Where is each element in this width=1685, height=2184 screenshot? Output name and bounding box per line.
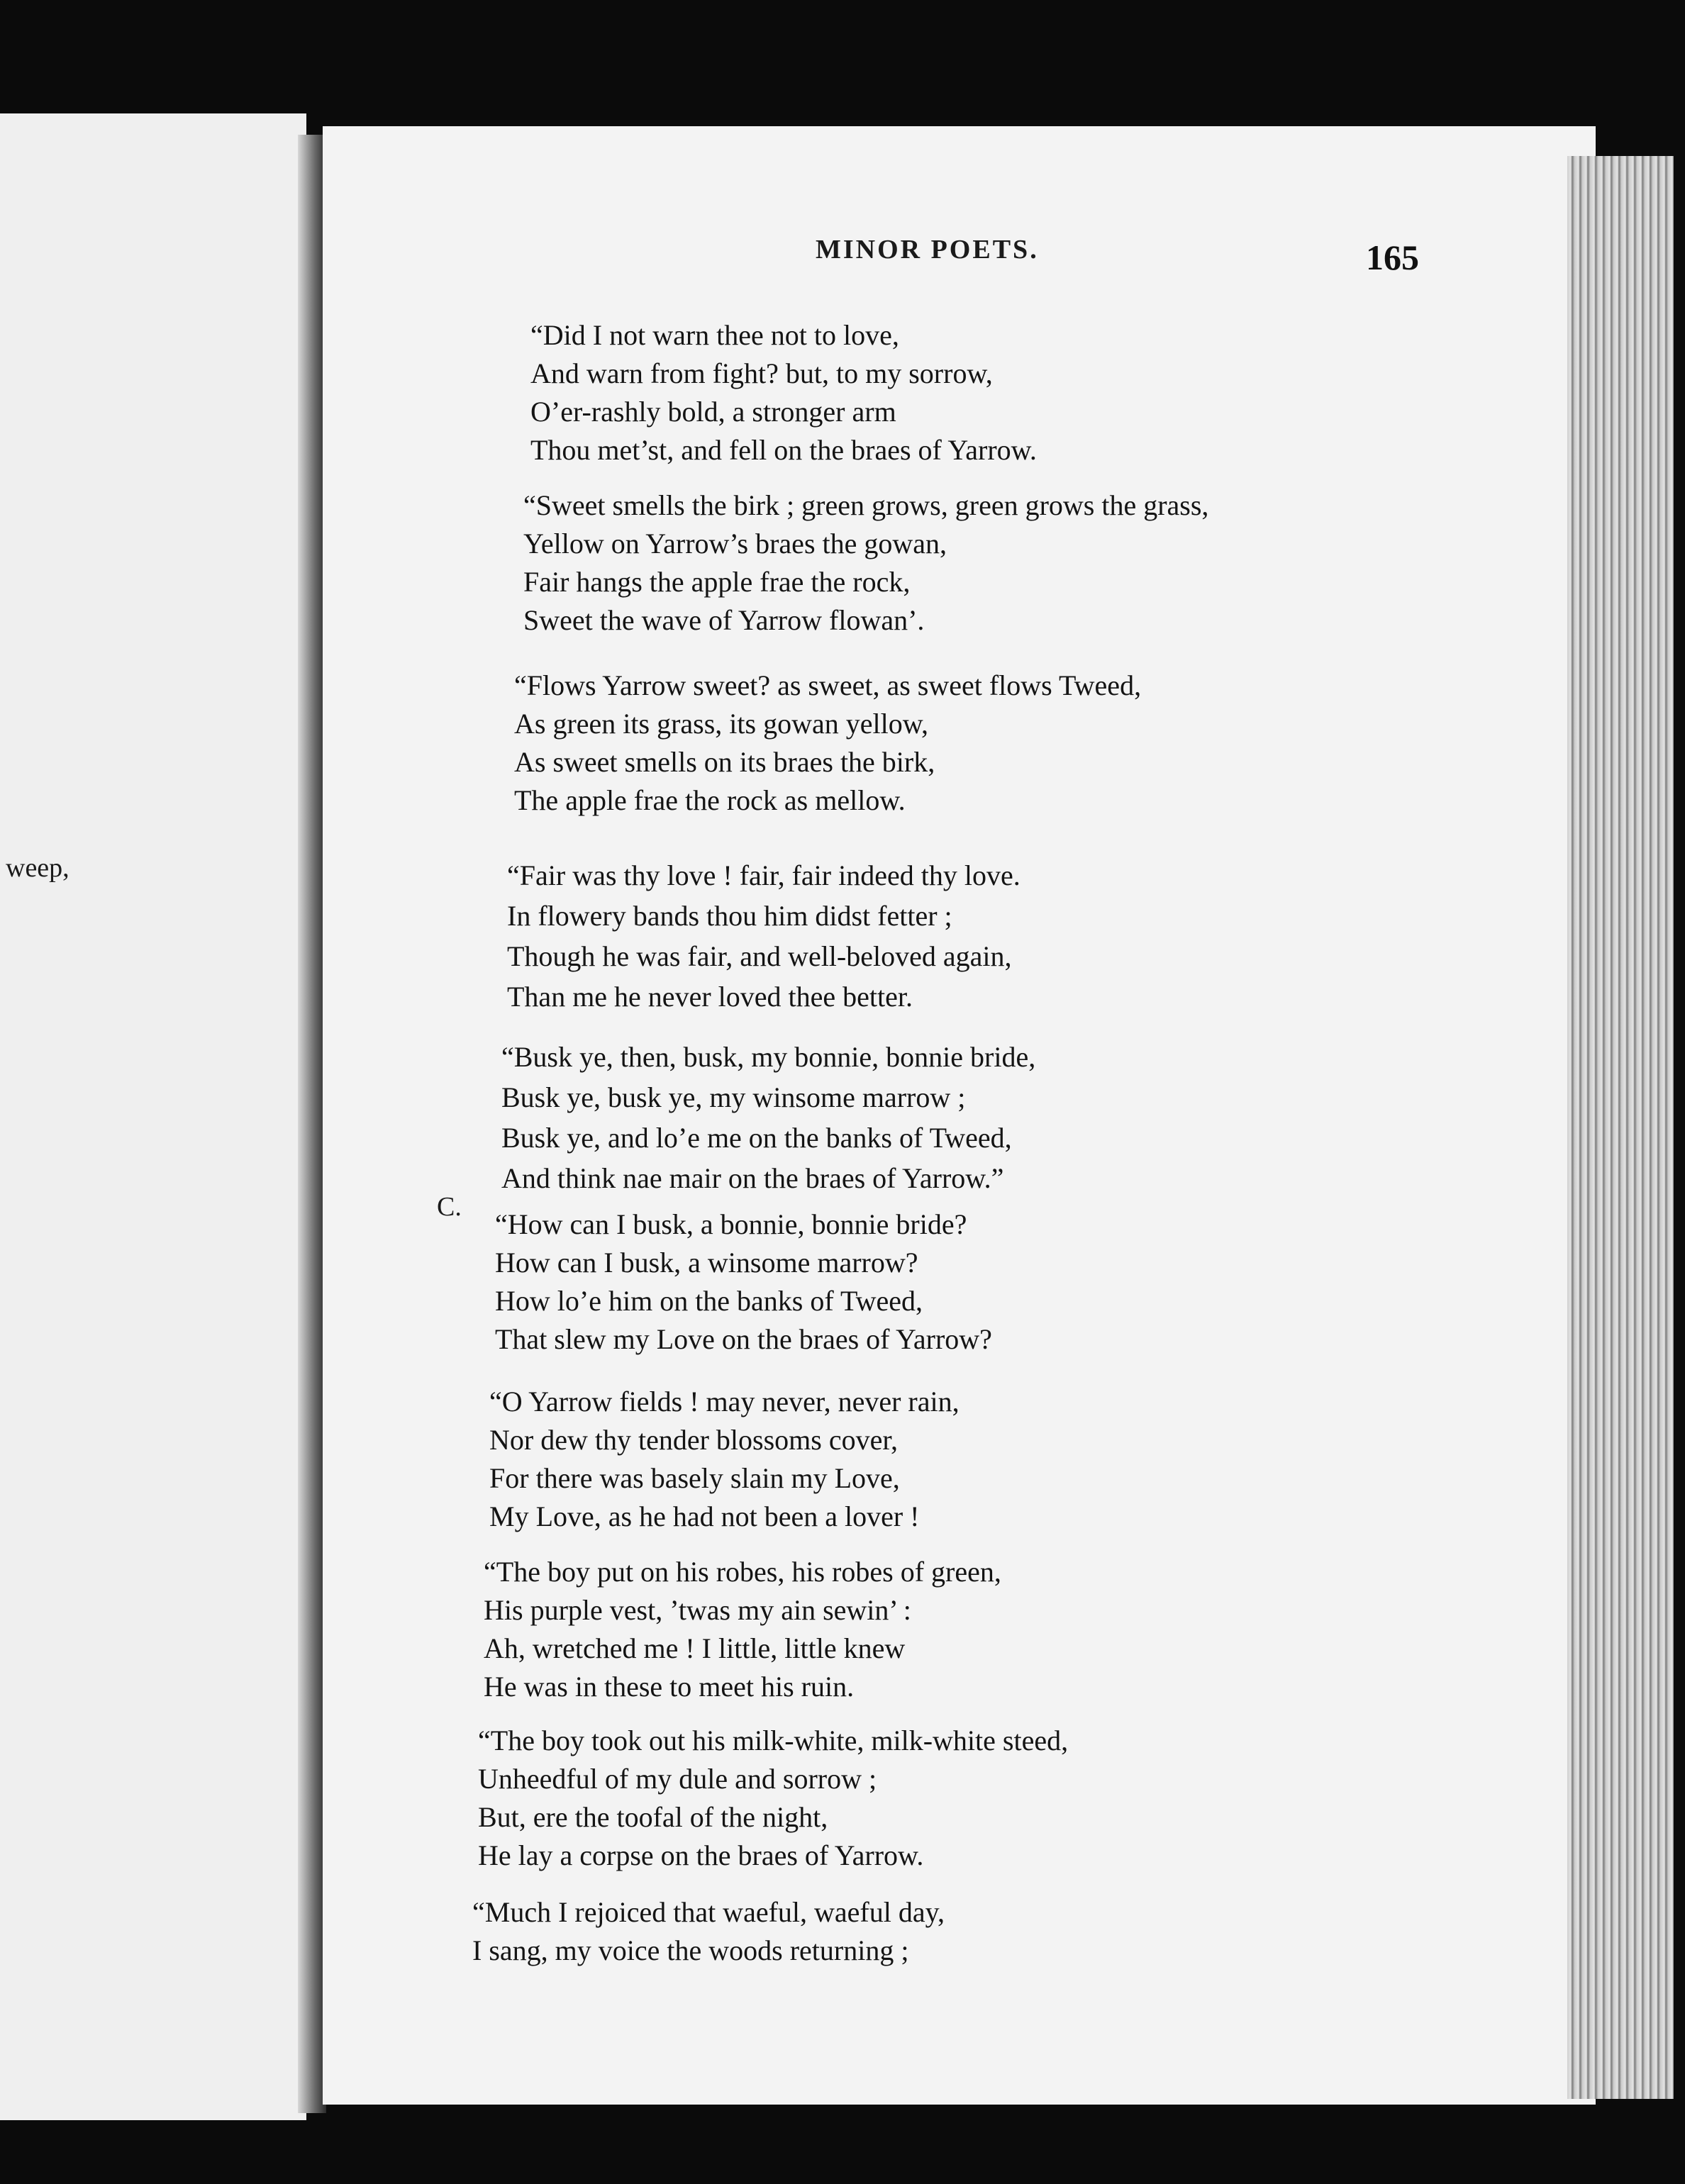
- verse-line: Yellow on Yarrow’s braes the gowan,: [523, 528, 947, 559]
- verse-line: How can I busk, a winsome marrow?: [495, 1247, 918, 1278]
- running-head: MINOR POETS.: [816, 235, 1039, 264]
- verse-line: Unheedful of my dule and sorrow ;: [478, 1763, 877, 1795]
- stanza: [501, 1037, 1035, 1198]
- verse-line: For there was basely slain my Love,: [489, 1462, 900, 1494]
- verse-line: Thou met’st, and fell on the braes of Yarrow.: [530, 434, 1037, 466]
- verse-line: I sang, my voice the woods returning ;: [472, 1934, 909, 1966]
- verse-line: “Fair was thy love ! fair, fair indeed thy love.: [507, 859, 1021, 891]
- verse-line: Fair hangs the apple frae the rock,: [523, 566, 911, 598]
- verse-line: “How can I busk, a bonnie, bonnie bride?: [495, 1208, 967, 1240]
- verse-line: In flowery bands thou him didst fetter ;: [507, 900, 952, 932]
- stanza: [507, 855, 1021, 1017]
- verse-line: As green its grass, its gowan yellow,: [514, 708, 928, 740]
- verse-line: Than me he never loved thee better.: [507, 981, 913, 1013]
- verse-line: O’er-rashly bold, a stronger arm: [530, 396, 896, 428]
- verse-line: “Busk ye, then, busk, my bonnie, bonnie bride,: [501, 1041, 1036, 1073]
- margin-mark: C.: [437, 1192, 462, 1222]
- stanza: [472, 1893, 945, 1970]
- verse-line: But, ere the toofal of the night,: [478, 1801, 828, 1833]
- stanza: [495, 1205, 992, 1359]
- verse-line: Nor dew thy tender blossoms cover,: [489, 1424, 899, 1456]
- verse-line: His purple vest, ’twas my ain sewin’ :: [484, 1594, 911, 1626]
- verse-line: He lay a corpse on the braes of Yarrow.: [478, 1839, 924, 1871]
- verse-line: And warn from fight? but, to my sorrow,: [530, 357, 993, 389]
- verse-line: The apple frae the rock as mellow.: [514, 784, 906, 816]
- stanza: [489, 1383, 960, 1536]
- book-gutter: [298, 135, 326, 2113]
- page-edges: [1567, 156, 1674, 2099]
- verse-line: Busk ye, and lo’e me on the banks of Tweed,: [501, 1122, 1012, 1154]
- verse-line: “O Yarrow fields ! may never, never rain,: [489, 1386, 960, 1417]
- facing-page: [0, 113, 306, 2120]
- verse-line: “The boy put on his robes, his robes of green,: [484, 1556, 1001, 1588]
- verse-line: Busk ye, busk ye, my winsome marrow ;: [501, 1081, 966, 1113]
- page-number: 165: [1366, 238, 1419, 277]
- verse-line: “Did I not warn thee not to love,: [530, 319, 899, 351]
- verse-line: “The boy took out his milk-white, milk-white steed,: [478, 1725, 1069, 1756]
- verse-line: How lo’e him on the banks of Tweed,: [495, 1285, 923, 1317]
- stanza: [523, 486, 1208, 640]
- verse-line: “Sweet smells the birk ; green grows, green grows the grass,: [523, 489, 1209, 521]
- verse-line: “Much I rejoiced that waeful, waeful day,: [472, 1896, 945, 1928]
- verse-line: And think nae mair on the braes of Yarrow.”: [501, 1162, 1004, 1194]
- verse-line: As sweet smells on its braes the birk,: [514, 746, 935, 778]
- verse-line: Ah, wretched me ! I little, little knew: [484, 1632, 906, 1664]
- stanza: [514, 667, 1141, 820]
- verse-line: My Love, as he had not been a lover !: [489, 1500, 920, 1532]
- stanza: [484, 1553, 1001, 1706]
- stanza: [530, 316, 1037, 469]
- stanza: [478, 1722, 1068, 1875]
- verse-line: “Flows Yarrow sweet? as sweet, as sweet flows Tweed,: [514, 669, 1142, 701]
- verse-line: Though he was fair, and well-beloved again,: [507, 940, 1012, 972]
- facing-page-text-fragment: weep,: [6, 853, 69, 883]
- verse-line: Sweet the wave of Yarrow flowan’.: [523, 604, 925, 636]
- verse-line: He was in these to meet his ruin.: [484, 1671, 855, 1703]
- verse-line: That slew my Love on the braes of Yarrow?: [495, 1323, 992, 1355]
